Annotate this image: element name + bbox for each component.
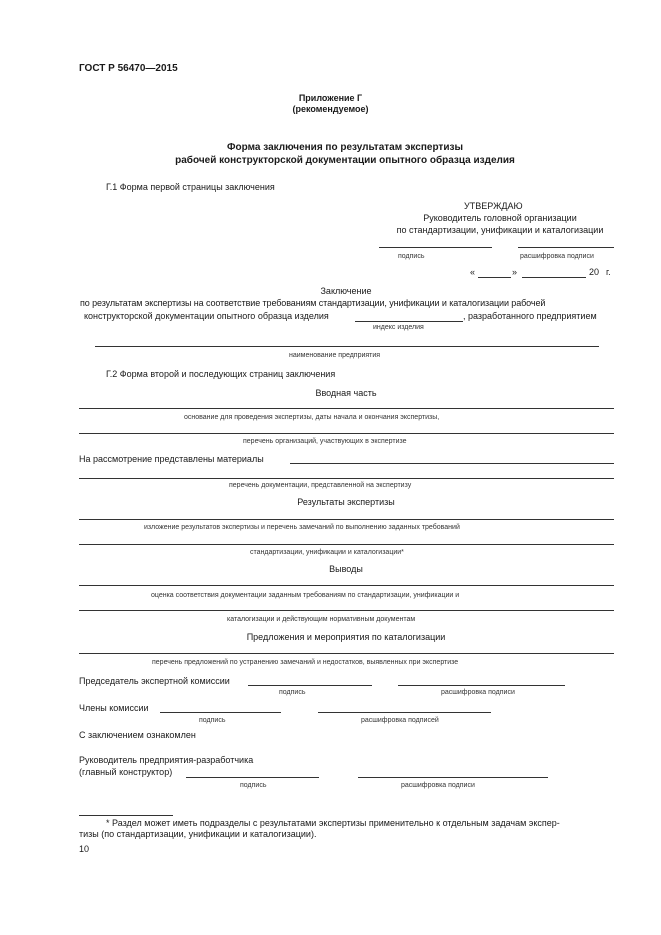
date-year: 20 — [589, 267, 600, 277]
footnote-line1: * Раздел может иметь подразделы с результатами экспертизы применительно к отдельным задачам экспер- — [106, 818, 560, 828]
approve-signature-line — [379, 247, 492, 248]
conclusion-line2-start: конструкторской документации опытного образца изделия — [84, 311, 329, 321]
members-decode-caption: расшифровка подписей — [361, 717, 439, 724]
date-month-line — [522, 277, 586, 278]
page-number: 10 — [79, 844, 90, 854]
chairman-decode-line — [398, 685, 565, 686]
familiar-label: С заключением ознакомлен — [79, 730, 196, 740]
footnote-line2: тизы (по стандартизации, унификации и каталогизации). — [79, 829, 317, 839]
conclusion-line1: по результатам экспертизы на соответствие требованиям стандартизации, унификации и каталогизации рабочей — [80, 298, 546, 308]
chairman-signature-caption: подпись — [279, 689, 306, 696]
date-quote-close: » — [512, 267, 518, 277]
docs-caption: перечень документации, представленной на экспертизу — [229, 482, 412, 489]
approve-line2: по стандартизации, унификации и каталогизации — [396, 225, 604, 235]
product-index-line — [355, 321, 463, 322]
intro-orgs-line — [79, 433, 614, 434]
members-label: Члены комиссии — [79, 703, 149, 713]
results-line1 — [79, 519, 614, 520]
chairman-decode-caption: расшифровка подписи — [441, 689, 515, 696]
conclusions-title: Выводы — [329, 564, 363, 574]
proposals-line — [79, 653, 614, 654]
approve-label: УТВЕРЖДАЮ — [464, 201, 523, 211]
appendix-subtitle: (рекомендуемое) — [292, 104, 369, 114]
date-day-line — [478, 277, 511, 278]
members-signature-line — [160, 712, 281, 713]
approve-line1: Руководитель головной организации — [423, 213, 577, 223]
results-caption2: стандартизации, унификации и каталогизации* — [250, 549, 404, 556]
footnote-separator — [79, 815, 173, 816]
conclusions-line2 — [79, 610, 614, 611]
developer-signature-caption: подпись — [240, 782, 267, 789]
enterprise-name-line — [95, 346, 599, 347]
members-signature-caption: подпись — [199, 717, 226, 724]
materials-text: На рассмотрение представлены материалы — [79, 454, 264, 464]
conclusions-line1 — [79, 585, 614, 586]
conclusion-line2-end: , разработанного предприятием — [463, 311, 597, 321]
proposals-caption: перечень предложений по устранению замечаний и недостатков, выявленных при экспертизе — [152, 659, 459, 666]
approve-decode-line — [518, 247, 614, 248]
conclusions-caption1: оценка соответствия документации заданным требованиям по стандартизации, унификации и — [151, 592, 460, 599]
conclusion-title: Заключение — [320, 286, 372, 296]
developer-decode-line — [358, 777, 548, 778]
intro-title: Вводная часть — [315, 388, 377, 398]
approve-signature-caption: подпись — [398, 253, 425, 260]
intro-orgs-caption: перечень организаций, участвующих в экспертизе — [243, 438, 407, 445]
results-line2 — [79, 544, 614, 545]
form-title-line1: Форма заключения по результатам экспертизы — [227, 142, 463, 153]
date-quote-open: « — [470, 267, 476, 277]
results-caption1: изложение результатов экспертизы и перечень замечаний по выполнению заданных требований — [144, 524, 460, 531]
chief-designer-label: (главный конструктор) — [79, 767, 173, 777]
results-title: Результаты экспертизы — [297, 497, 395, 507]
developer-head-label: Руководитель предприятия-разработчика — [79, 755, 254, 765]
appendix-title: Приложение Г — [298, 93, 363, 103]
members-decode-line — [318, 712, 491, 713]
developer-signature-line — [186, 777, 319, 778]
intro-basis-line — [79, 408, 614, 409]
intro-basis-caption: основание для проведения экспертизы, даты начала и окончания экспертизы, — [184, 414, 440, 421]
approve-decode-caption: расшифровка подписи — [520, 253, 594, 260]
form-title-line2: рабочей конструкторской документации опытного образца изделия — [175, 155, 515, 166]
section-g2-heading: Г.2 Форма второй и последующих страниц заключения — [106, 369, 336, 379]
standard-number: ГОСТ Р 56470—2015 — [79, 63, 178, 74]
developer-decode-caption: расшифровка подписи — [401, 782, 475, 789]
date-suffix: г. — [606, 267, 611, 277]
section-g1-heading: Г.1 Форма первой страницы заключения — [106, 182, 275, 192]
conclusions-caption2: каталогизации и действующим нормативным документам — [227, 616, 416, 623]
product-index-caption: индекс изделия — [373, 324, 424, 331]
chairman-label: Председатель экспертной комиссии — [79, 676, 230, 686]
chairman-signature-line — [248, 685, 372, 686]
enterprise-name-caption: наименование предприятия — [289, 352, 381, 359]
proposals-title: Предложения и мероприятия по каталогизации — [246, 632, 446, 642]
materials-line — [290, 463, 614, 464]
docs-line — [79, 478, 614, 479]
